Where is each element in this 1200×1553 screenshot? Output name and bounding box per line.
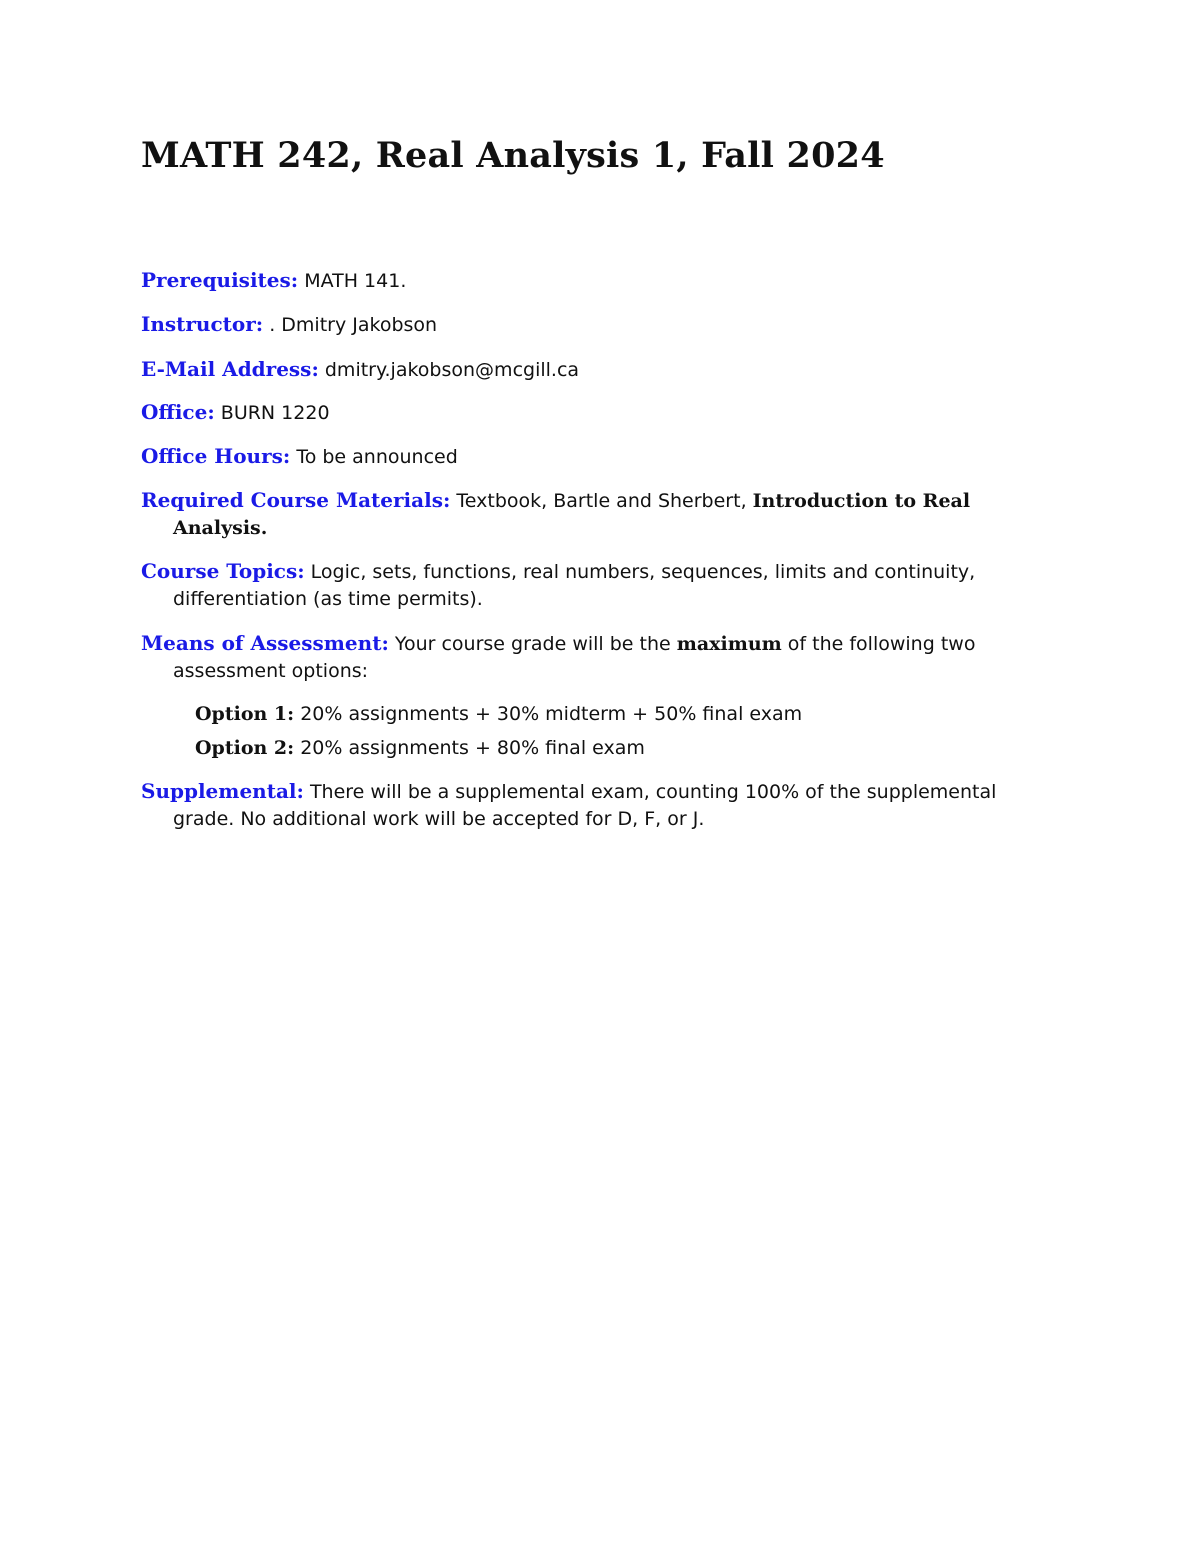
materials-entry [141,487,1059,542]
option-text: 20% assignments + 80% final exam [300,737,645,759]
topics-entry [141,558,1059,613]
office-value: BURN 1220 [220,402,330,424]
option-text: 20% assignments + 30% midterm + 50% final exam [300,703,803,725]
office-hours-value: To be announced [296,446,458,468]
assessment-option-1 [195,701,802,728]
instructor-label: Instructor: [141,312,264,336]
supplemental-value: There will be a supplemental exam, counting 100% of the supplemental grade. No additional work will be accepted for D, F, or J. [173,781,997,830]
prerequisites-label: Prerequisites: [141,268,299,292]
assessment-option-2 [195,735,645,762]
option-label: Option 2: [195,737,295,759]
topics-label: Course Topics: [141,559,305,583]
assessment-value-after: of the following two assessment options: [173,633,976,682]
email-label: E-Mail Address: [141,357,319,381]
office-entry [141,399,1059,427]
option-label: Option 1: [195,703,295,725]
textbook-title: Introduction to Real Analysis. [173,490,971,539]
office-label: Office: [141,400,215,424]
supplemental-label: Supplemental: [141,779,304,803]
email-entry [141,356,1059,384]
office-hours-entry [141,443,1059,471]
topics-value: Logic, sets, functions, real numbers, sequences, limits and continuity, differentiation (as time permits). [173,561,976,610]
supplemental-entry [141,778,1059,833]
assessment-value-before: Your course grade will be the [394,633,671,655]
materials-value: Textbook, Bartle and Sherbert, [456,490,747,512]
instructor-entry [141,311,1059,339]
assessment-entry [141,630,1059,685]
prerequisites-value: MATH 141. [304,270,407,292]
email-value: dmitry.jakobson@mcgill.ca [324,359,580,381]
instructor-value: . Dmitry Jakobson [269,314,438,336]
prerequisites-entry [141,267,1059,295]
assessment-emphasis: maximum [676,633,782,655]
assessment-label: Means of Assessment: [141,631,389,655]
materials-label: Required Course Materials: [141,488,451,512]
page-title: MATH 242, Real Analysis 1, Fall 2024 [141,135,885,176]
office-hours-label: Office Hours: [141,444,291,468]
